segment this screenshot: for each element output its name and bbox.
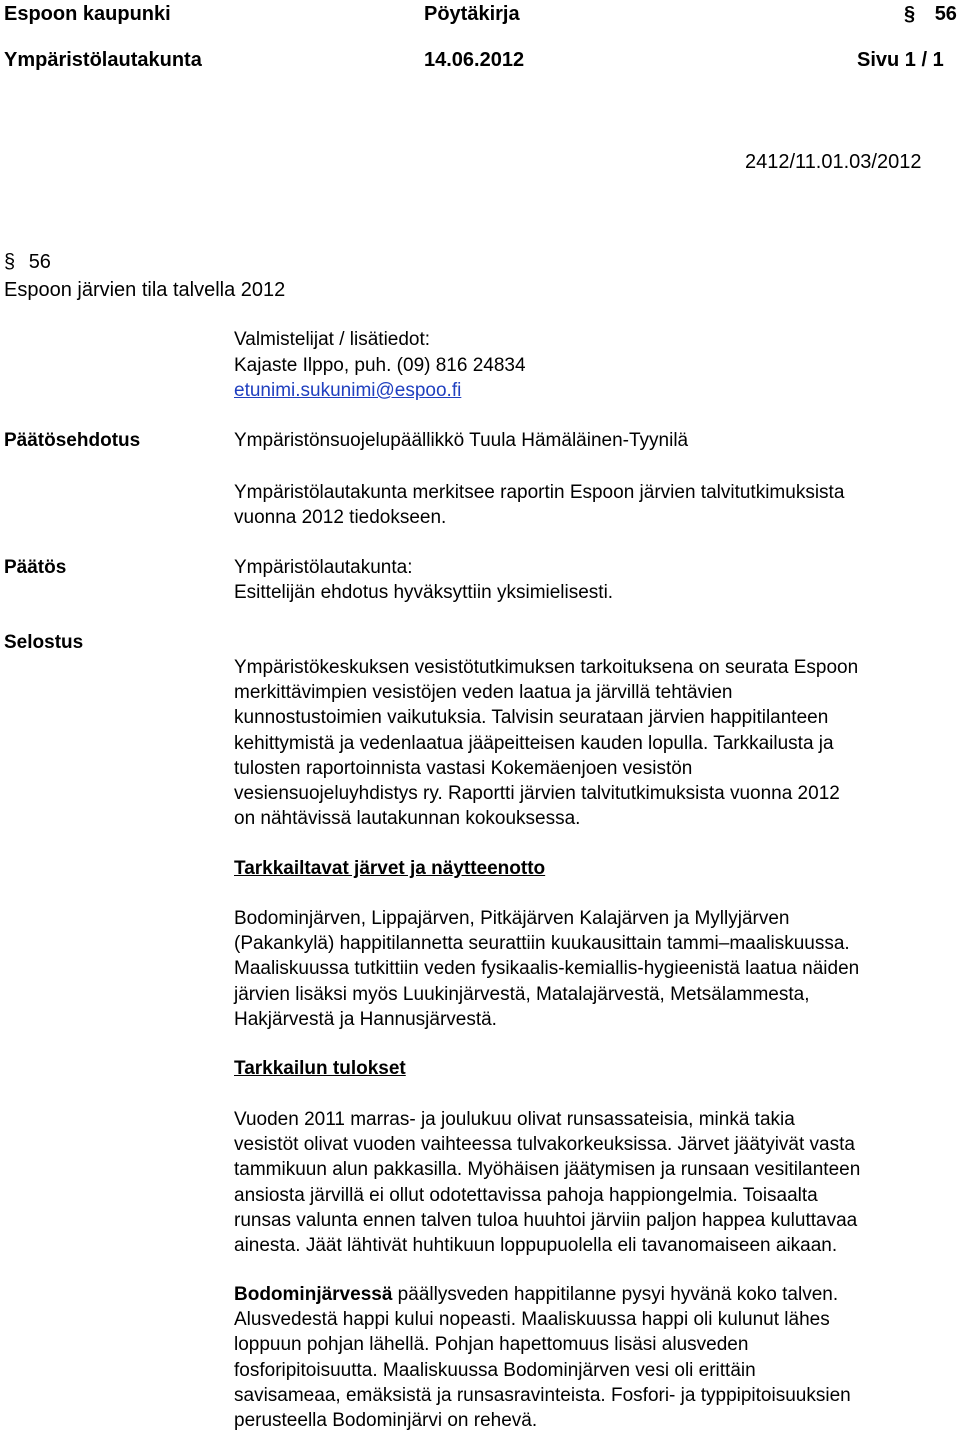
text-line: ansiosta järvillä ei ollut odotettavissa pahoja happiongelmia. Toisaalta	[234, 1184, 818, 1206]
text-line: merkittävimpien vesistöjen veden laatua ja järvillä tehtävien	[234, 682, 733, 704]
text-line: Ympäristökeskuksen vesistötutkimuksen tarkoituksena on seurata Espoon	[234, 657, 859, 678]
page-indicator: Sivu 1 / 1	[857, 49, 944, 71]
preparers-label: Valmistelijat / lisätiedot:	[234, 329, 431, 350]
decision-label: Päätös	[4, 557, 67, 578]
text-line: runsas valunta ennen talven tuloa huuhtoi järviin paljon happea kuluttavaa	[234, 1209, 858, 1231]
text-line: Ympäristölautakunta:	[234, 557, 413, 578]
decision-text	[234, 555, 956, 605]
text-line: Ympäristölautakunta merkitsee raportin Espoon järvien talvitutkimuksista	[234, 482, 845, 503]
sampling-text	[234, 906, 956, 1032]
text-line: perusteella Bodominjärvi on rehevä.	[234, 1410, 538, 1432]
text-line: loppuun pohjan lähellä. Pohjan hapettomuus lisäsi alusveden	[234, 1334, 749, 1356]
preparer-email-link[interactable]: etunimi.sukunimi@espoo.fi	[234, 380, 462, 401]
meeting-date: 14.06.2012	[424, 49, 525, 71]
section-sign-icon: §	[4, 251, 16, 273]
explanation-label: Selostus	[4, 632, 84, 653]
proposal-text	[234, 480, 956, 530]
sampling-heading: Tarkkailtavat järvet ja näytteenotto	[234, 858, 546, 879]
text-line: tammikuun alun pakkasilla. Myöhäisen jäätymisen ja runsaan vesitilanteen	[234, 1159, 861, 1181]
text-line: savisameaa, emäksistä ja runsasravinteista. Fosfori- ja typpipitoisuuksien	[234, 1384, 851, 1406]
item-title: Espoon järvien tila talvella 2012	[4, 279, 286, 301]
text-line: fosforipitoisuutta. Maaliskuussa Bodominjärven vesi oli erittäin	[234, 1359, 756, 1381]
bodom-text	[234, 1282, 956, 1433]
explanation-intro	[234, 655, 956, 831]
bodom-first-line-rest: päällysveden happitilanne pysyi hyvänä koko talven.	[392, 1284, 839, 1305]
text-line: Esittelijän ehdotus hyväksyttiin yksimielisesti.	[234, 582, 614, 604]
reference-number: 2412/11.01.03/2012	[745, 151, 922, 173]
text-line	[234, 1282, 956, 1307]
results-heading: Tarkkailun tulokset	[234, 1058, 406, 1079]
document-type: Pöytäkirja	[424, 3, 520, 25]
text-line: on nähtävissä lautakunnan kokouksessa.	[234, 808, 581, 830]
proposal-label: Päätösehdotus	[4, 430, 141, 451]
results-text	[234, 1107, 956, 1258]
board-name: Ympäristölautakunta	[4, 49, 202, 71]
section-number	[904, 2, 957, 26]
text-line: järvien lisäksi myös Luukinjärvestä, Matalajärvestä, Metsälammesta,	[234, 983, 810, 1005]
text-line: tulosten raportoinnista vastasi Kokemäenjoen vesistön	[234, 757, 693, 779]
text-line: kunnostustoimien vaikutuksia. Talvisin seurataan järvien happitilanteen	[234, 707, 829, 729]
proposer-name: Ympäristönsuojelupäällikkö Tuula Hämäläinen-Tyynilä	[234, 430, 689, 451]
text-line: vuonna 2012 tiedokseen.	[234, 507, 447, 529]
section-sign-icon: §	[904, 3, 916, 25]
text-line: Bodominjärven, Lippajärven, Pitkäjärven Kalajärven ja Myllyjärven	[234, 908, 790, 929]
text-line: vesistöt olivat vuoden vaihteessa tulvakorkeuksissa. Järvet jäätyivät vasta	[234, 1134, 855, 1156]
org-name: Espoon kaupunki	[4, 3, 171, 25]
text-line: vesiensuojeluyhdistys ry. Raportti järvien talvitutkimuksista vuonna 2012	[234, 783, 840, 805]
text-line: Alusvedestä happi kului nopeasti. Maaliskuussa happi oli kulunut lähes	[234, 1309, 830, 1331]
text-line: ainesta. Jäät lähtivät huhtikuun loppupuolella eli tavanomaiseen aikaan.	[234, 1235, 838, 1257]
item-number-value: 56	[28, 251, 51, 273]
text-line: Hakjärvestä ja Hannusjärvestä.	[234, 1008, 497, 1030]
section-number-value: 56	[934, 3, 957, 25]
text-line: kehittymistä ja vedenlaatua jääpeitteisen kauden lopulla. Tarkkailusta ja	[234, 732, 834, 754]
preparer-contact: Kajaste Ilppo, puh. (09) 816 24834	[234, 355, 526, 376]
text-line: Maaliskuussa tutkittiin veden fysikaalis-kemiallis-hygieenistä laatua näiden	[234, 958, 860, 980]
bodom-lake-name: Bodominjärvessä	[234, 1284, 393, 1305]
item-number	[4, 250, 51, 275]
text-line: (Pakankylä) happitilannetta seurattiin kuukausittain tammi–maaliskuussa.	[234, 933, 850, 955]
text-line: Vuoden 2011 marras- ja joulukuu olivat runsassateisia, minkä takia	[234, 1109, 795, 1130]
